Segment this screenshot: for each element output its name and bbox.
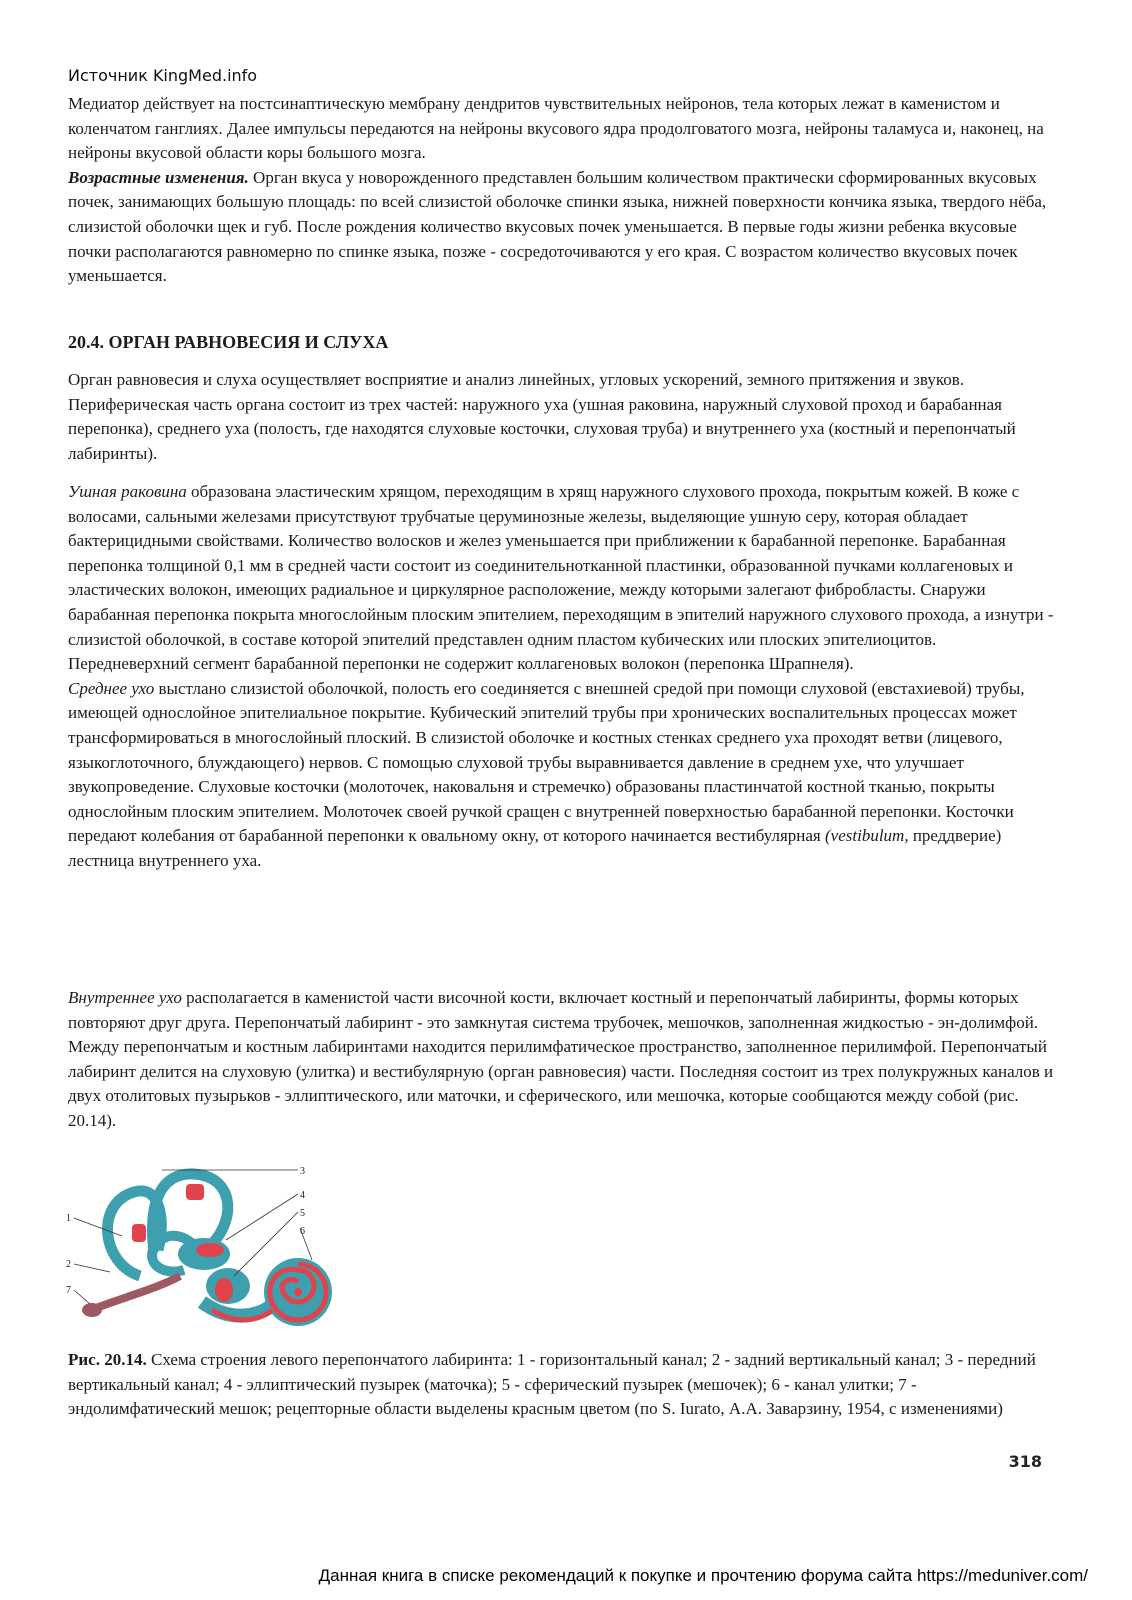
saccule-macula [215, 1278, 233, 1302]
label-2: 2 [66, 1259, 71, 1270]
caption-text: Схема строения левого перепончатого лабиринта: 1 - горизонтальный канал; 2 - задний вертикальный канал; 3 - передний вертикальный канал; 4 - эллиптический пузырек (маточка); 5 - сферический пузырек (мешочек); 6 - канал улитки; 7 - эндолимфатический мешок; рецепторные области выделены красным цветом (по S. Iurato, А.А. Заварзину, 1954, с изменениями) [68, 1350, 1036, 1419]
paragraph-overview: Орган равновесия и слуха осуществляет восприятие и анализ линейных, угловых ускорений, земного притяжения и звуков. Периферическая часть органа состоит из трех частей: наружного уха (ушная раковина, наружный слуховой проход и барабанная перепонка), среднего уха (полость, где находятся слуховые косточки, слуховая труба) и внутреннего уха (костный и перепончатый лабиринты). [68, 370, 1016, 463]
paragraph-outer-ear [68, 480, 1060, 874]
paragraph-mediator-text: Медиатор действует на постсинаптическую мембрану дендритов чувствительных нейронов, тела которых лежат в каменистом и коленчатом ганглиях. Далее импульсы передаются на нейроны вкусового ядра продолговатого мозга, нейроны таламуса и, наконец, на нейроны вкусовой области коры большого мозга. [68, 94, 1044, 163]
label-4: 4 [300, 1190, 305, 1201]
footer-note: Данная книга в списке рекомендаций к покупке и прочтению форума сайта https://meduniver.com/ [318, 1566, 1088, 1585]
figure-caption [68, 1348, 1060, 1422]
age-changes-lead: Возрастные изменения. [68, 167, 249, 187]
ampulla-receptor-anterior [186, 1184, 204, 1200]
paragraph-inner-ear [68, 986, 1060, 1134]
source-header: Источник KingMed.info [68, 66, 258, 85]
vestibulum-term: (vestibulum, [825, 826, 909, 846]
label-6: 6 [300, 1226, 305, 1237]
middle-ear-tail: преддверие) лестница внутреннего уха. [68, 826, 1002, 870]
label-7: 7 [66, 1285, 71, 1296]
section-heading: 20.4. ОРГАН РАВНОВЕСИЯ И СЛУХА [68, 332, 389, 352]
middle-ear-text: выстлано слизистой оболочкой, полость его соединяется с внешней средой при помощи слуховой (евстахиевой) трубы, имеющей однослойное эпителиальное покрытие. Кубический эпителий трубы при хронических воспалительных процессах может трансформироваться в многослойный плоский. В слизистой оболочке и костных стенках среднего уха проходят ветви (лицевого, языкоглоточного, блуждающего) нервов. С помощью слуховой трубы выравнивается давление в среднем ухе, что улучшает звукопроведение. Слуховые косточки (молоточек, наковальня и стремечко) образованы пластинчатой костной тканью, покрыты однослойным плоским эпителием. Молоточек своей ручкой сращен с внутренней поверхностью барабанной перепонки. Косточки передают колебания от барабанной перепонки к овальному окну, от которого начинается вестибулярная [68, 678, 1025, 846]
inner-ear-lead: Внутреннее ухо [68, 988, 182, 1007]
cochlea-apex [294, 1288, 302, 1296]
utricle-macula [196, 1243, 224, 1257]
caption-lead: Рис. 20.14. [68, 1350, 147, 1369]
page-number: 318 [1008, 1452, 1042, 1471]
label-5: 5 [300, 1208, 305, 1219]
outer-ear-text: образована эластическим хрящом, переходящим в хрящ наружного слухового прохода, покрытым кожей. В коже с волосами, сальными железами присутствуют трубчатые церуминозные железы, выделяющие ушную серу, которая обладает бактерицидными свойствами. Количество волосков и желез уменьшается при приближении к барабанной перепонке. Барабанная перепонка толщиной 0,1 мм в средней части состоит из соединительнотканной пластинки, образованной пучками коллагеновых и эластических волокон, имеющих радиальное и циркулярное расположение, между которыми залегают фибробласты. Снаружи барабанная перепонка покрыта многослойным плоским эпителием, переходящим в эпителий наружного слухового прохода, а изнутри - слизистой оболочкой, в составе которой эпителий представлен одним пластом кубических или плоских эпителиоцитов. Передневерхний сегмент барабанной перепонки не содержит коллагеновых волокон (перепонка Шрапнеля). [68, 482, 1054, 674]
middle-ear-lead: Среднее ухо [68, 678, 155, 698]
inner-ear-text: располагается в каменистой части височной кости, включает костный и перепончатый лабиринты, формы которых повторяют друг друга. Перепончатый лабиринт - это замкнутая система трубочек, мешочков, заполненная жидкостью - эн-долимфой. Между перепончатым и костным лабиринтами находится перилимфатическое пространство, заполненное перилимфой. Перепончатый лабиринт делится на слуховую (улитка) и вестибулярную (орган равновесия) части. Последняя состоит из трех полукружных каналов и двух отолитовых пузырьков - эллиптического, или маточки, и сферического, или мешочка, которые сообщаются между собой (рис. 20.14). [68, 988, 1054, 1130]
endolymphatic-sac [82, 1303, 102, 1317]
labyrinth-figure [62, 1164, 362, 1344]
label-1: 1 [66, 1213, 71, 1224]
age-changes-text: Орган вкуса у новорожденного представлен большим количеством практически сформированных вкусовых почек, занимающих большую площадь: по всей слизистой оболочке спинки языка, нижней поверхности кончика языка, твердого нёба, слизистой оболочки щек и губ. После рождения количество вкусовых почек уменьшается. В первые годы жизни ребенка вкусовые почки располагаются равномерно по спинке языка, позже - сосредоточиваются у его края. С возрастом количество вкусовых почек уменьшается. [68, 167, 1047, 286]
ampulla-receptor-posterior [132, 1224, 146, 1242]
paragraph-mediator [68, 92, 1060, 289]
label-3: 3 [300, 1166, 305, 1177]
outer-ear-lead: Ушная раковина [68, 482, 187, 501]
